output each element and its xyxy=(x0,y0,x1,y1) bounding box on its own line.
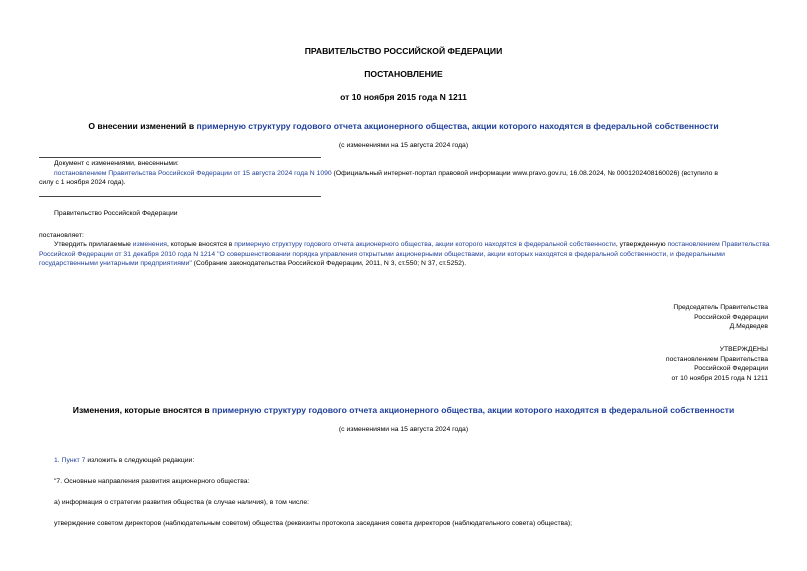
amendment-effective: силу с 1 ноября 2024 года). xyxy=(39,179,126,187)
changes-box-top-rule xyxy=(39,157,321,158)
signature-line-3: Д.Медведев xyxy=(729,323,768,331)
changes-box xyxy=(39,159,774,188)
p1-part-a: Утвердить прилагаемые xyxy=(54,241,133,248)
resolves-text: постановляет: xyxy=(39,232,84,239)
resolution-link-part1[interactable]: постановлением xyxy=(667,241,720,248)
doc-type-heading: ПОСТАНОВЛЕНИЕ xyxy=(364,69,443,79)
signature-block xyxy=(673,303,768,332)
title-link[interactable]: примерную структуру годового отчета акционерного общества, акции которого находятся в федеральной собственности xyxy=(196,121,719,131)
structure-link[interactable]: примерную структуру годового отчета акционерного общества, акции которого находятся в федеральной собственности xyxy=(234,241,616,248)
title-prefix: О внесении изменений в xyxy=(88,121,197,131)
resolution-paragraph xyxy=(39,240,773,269)
resolution-link-part3[interactable]: федеральными государственными унитарными предприятиями" xyxy=(39,250,725,268)
item-1-link[interactable]: Пункт 7 xyxy=(61,457,86,464)
section2-title-prefix: Изменения, которые вносятся в xyxy=(72,405,213,415)
revision-note: (с изменениями на 15 августа 2024 года) xyxy=(338,142,469,149)
item-1 xyxy=(54,456,194,466)
document-title xyxy=(0,121,807,131)
signature-line-1: Председатель Правительства xyxy=(673,304,768,311)
approved-line-1: УТВЕРЖДЕНЫ xyxy=(719,346,768,353)
changes-box-bottom-rule xyxy=(39,196,321,197)
p1-part-c: , утвержденную xyxy=(615,241,668,248)
resolution-link-part2[interactable]: Правительства Российской Федерации от 31 декабря 2010 года N 1214 "О совершенствовании порядка управления открытыми акционерными обществами, акции которых находятся в федеральной собственности, и xyxy=(39,241,770,258)
quote-line-2: а) информация о стратегии развития общества (в случае наличия), в том числе: xyxy=(54,499,310,506)
section2-title xyxy=(0,405,807,415)
signature-line-2: Российской Федерации xyxy=(694,313,768,321)
approved-line-2: постановлением Правительства xyxy=(665,355,768,363)
item-1-number: 1. xyxy=(54,457,62,464)
amendment-source: (Официальный интернет-портал правовой информации www.pravo.gov.ru, 16.08.2024, № 0001202408160026) (вступило в xyxy=(331,169,718,177)
changes-link[interactable]: изменения xyxy=(132,241,167,248)
approved-line-4: от 10 ноября 2015 года N 1211 xyxy=(671,374,768,382)
p1-part-d: (Собрание законодательства Российской Федерации, 2011, N 3, ст.550; N 37, ст.5252). xyxy=(191,260,467,268)
date-number-heading: от 10 ноября 2015 года N 1211 xyxy=(340,92,467,102)
changes-box-text xyxy=(54,169,774,179)
quote-line-1: "7. Основные направления развития акционерного общества: xyxy=(54,478,250,485)
section2-title-link[interactable]: примерную структуру годового отчета акционерного общества, акции которого находятся в федеральной собственности xyxy=(212,405,735,415)
approved-block xyxy=(666,345,768,383)
section2-revision-note: (с изменениями на 15 августа 2024 года) xyxy=(338,426,469,433)
item-1-text: изложить в следующей редакции: xyxy=(85,457,195,464)
government-heading: ПРАВИТЕЛЬСТВО РОССИЙСКОЙ ФЕДЕРАЦИИ xyxy=(304,46,503,56)
authority-text: Правительство Российской Федерации xyxy=(54,210,178,217)
approved-line-3: Российской Федерации xyxy=(694,365,768,373)
amendment-link[interactable]: постановлением Правительства Российской Федерации от 15 августа 2024 года N 1090 xyxy=(54,169,332,177)
quote-line-3: утверждение советом директоров (наблюдательным советом) общества (реквизиты протокола заседания совета директоров (наблюдательного совета) общества); xyxy=(54,520,573,527)
changes-box-heading: Документ с изменениями, внесенными: xyxy=(54,160,179,167)
p1-part-b: , которые вносятся в xyxy=(166,241,235,248)
